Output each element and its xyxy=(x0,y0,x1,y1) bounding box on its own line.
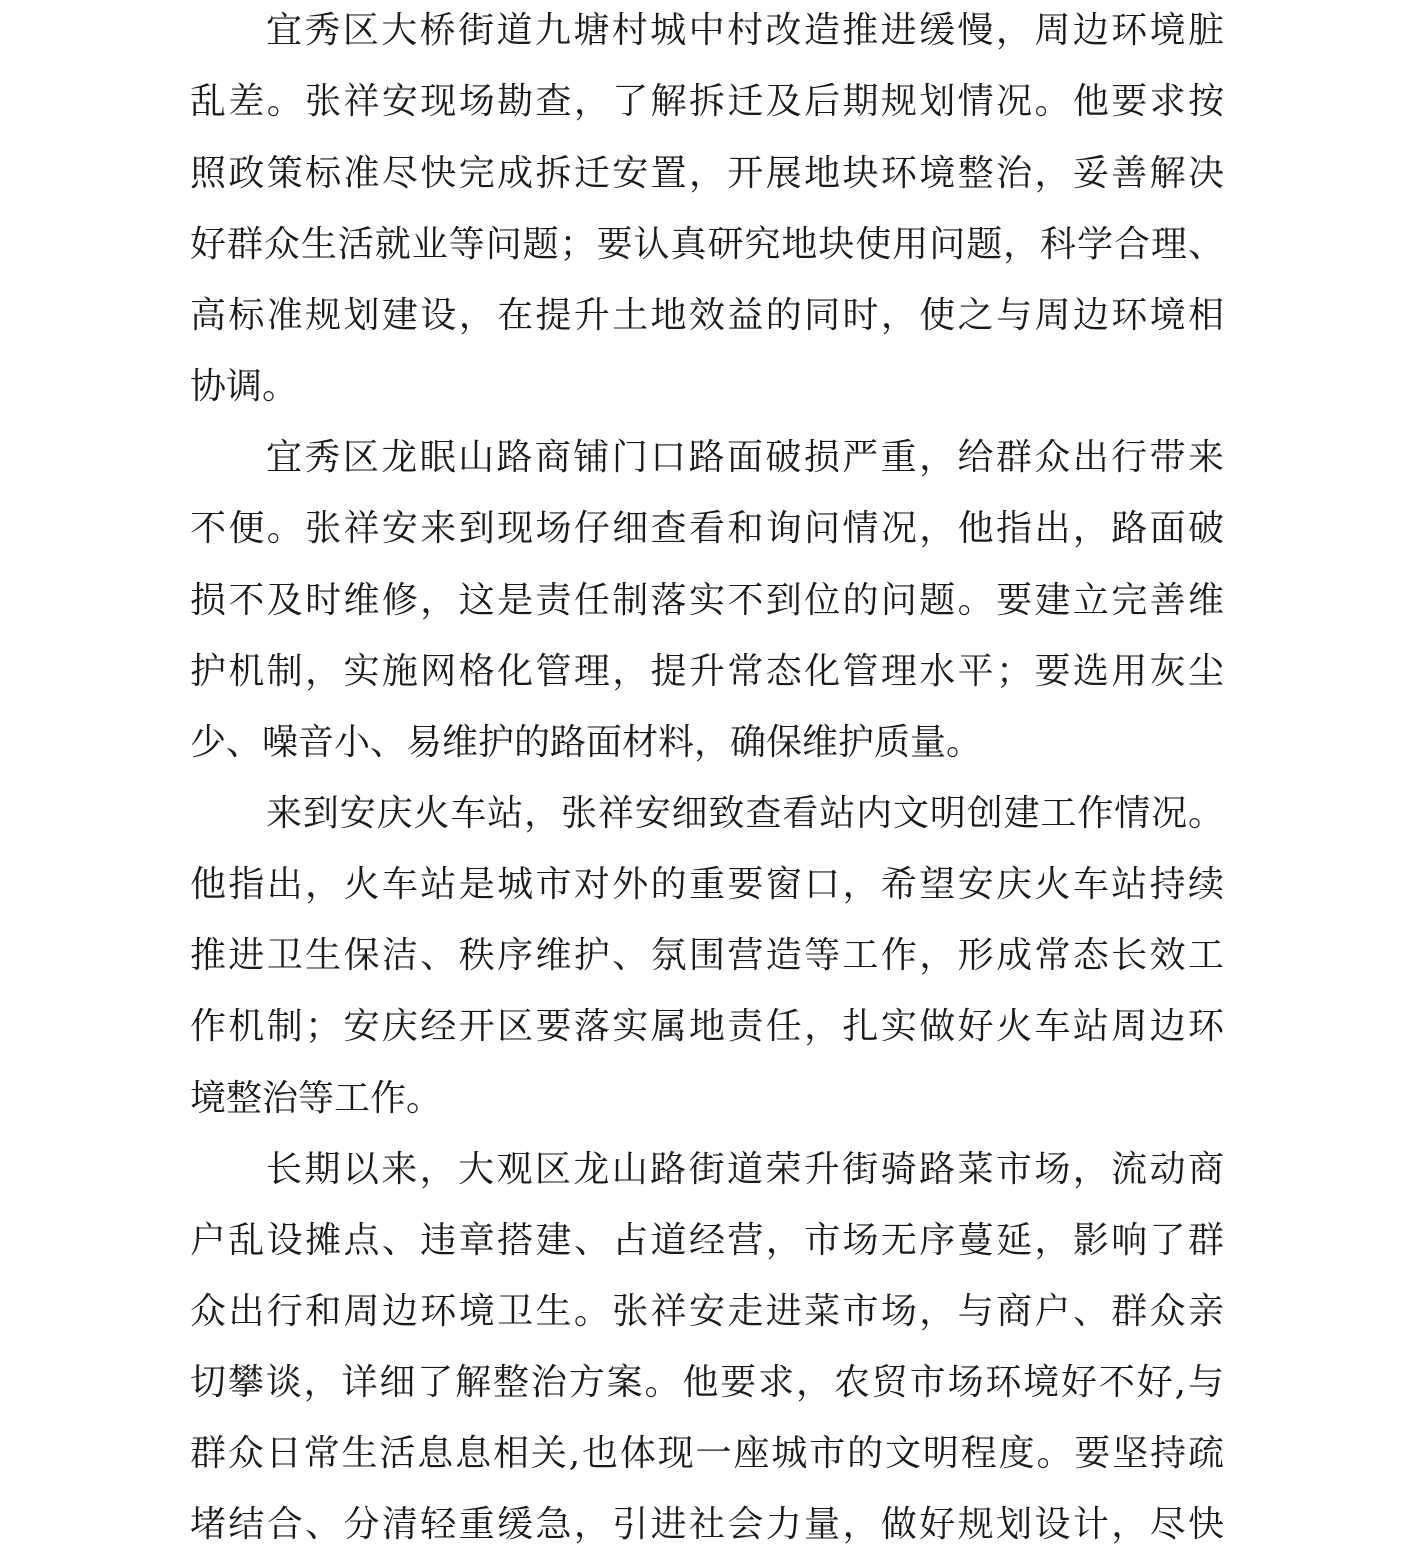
text-line: 众出行和周边环境卫生。张祥安走进菜市场，与商户、群众亲 xyxy=(190,1291,1224,1332)
text-line: 损不及时维修，这是责任制落实不到位的问题。要建立完善维 xyxy=(190,580,1224,621)
text-line: 协调。 xyxy=(190,366,299,407)
text-line: 境整治等工作。 xyxy=(190,1078,443,1119)
text-line: 高标准规划建设，在提升土地效益的同时，使之与周边环境相 xyxy=(190,295,1224,336)
text-line: 好群众生活就业等问题；要认真研究地块使用问题，科学合理、 xyxy=(190,224,1224,265)
text-line: 长期以来，大观区龙山路街道荣升街骑路菜市场，流动商 xyxy=(266,1149,1224,1190)
text-line: 宜秀区大桥街道九塘村城中村改造推进缓慢，周边环境脏 xyxy=(266,10,1224,51)
text-line: 切攀谈，详细了解整治方案。他要求，农贸市场环境好不好,与 xyxy=(190,1362,1224,1403)
text-line: 宜秀区龙眠山路商铺门口路面破损严重，给群众出行带来 xyxy=(266,437,1224,478)
text-line: 堵结合、分清轻重缓急，引进社会力量，做好规划设计，尽快 xyxy=(190,1504,1224,1545)
text-line: 群众日常生活息息相关,也体现一座城市的文明程度。要坚持疏 xyxy=(190,1433,1224,1474)
text-line: 他指出，火车站是城市对外的重要窗口，希望安庆火车站持续 xyxy=(190,864,1224,905)
text-line: 少、噪音小、易维护的路面材料，确保维护质量。 xyxy=(190,722,983,763)
text-line: 来到安庆火车站，张祥安细致查看站内文明创建工作情况。 xyxy=(266,793,1224,834)
text-line: 不便。张祥安来到现场仔细查看和询问情况，他指出，路面破 xyxy=(190,508,1224,549)
text-line: 护机制，实施网格化管理，提升常态化管理水平；要选用灰尘 xyxy=(190,651,1224,692)
text-line: 乱差。张祥安现场勘查，了解拆迁及后期规划情况。他要求按 xyxy=(190,81,1224,122)
text-line: 照政策标准尽快完成拆迁安置，开展地块环境整治，妥善解决 xyxy=(190,153,1224,194)
document-page xyxy=(190,0,1224,1547)
text-line: 作机制；安庆经开区要落实属地责任，扎实做好火车站周边环 xyxy=(190,1006,1224,1047)
text-line: 户乱设摊点、违章搭建、占道经营，市场无序蔓延，影响了群 xyxy=(190,1220,1224,1261)
text-line: 推进卫生保洁、秩序维护、氛围营造等工作，形成常态长效工 xyxy=(190,935,1224,976)
